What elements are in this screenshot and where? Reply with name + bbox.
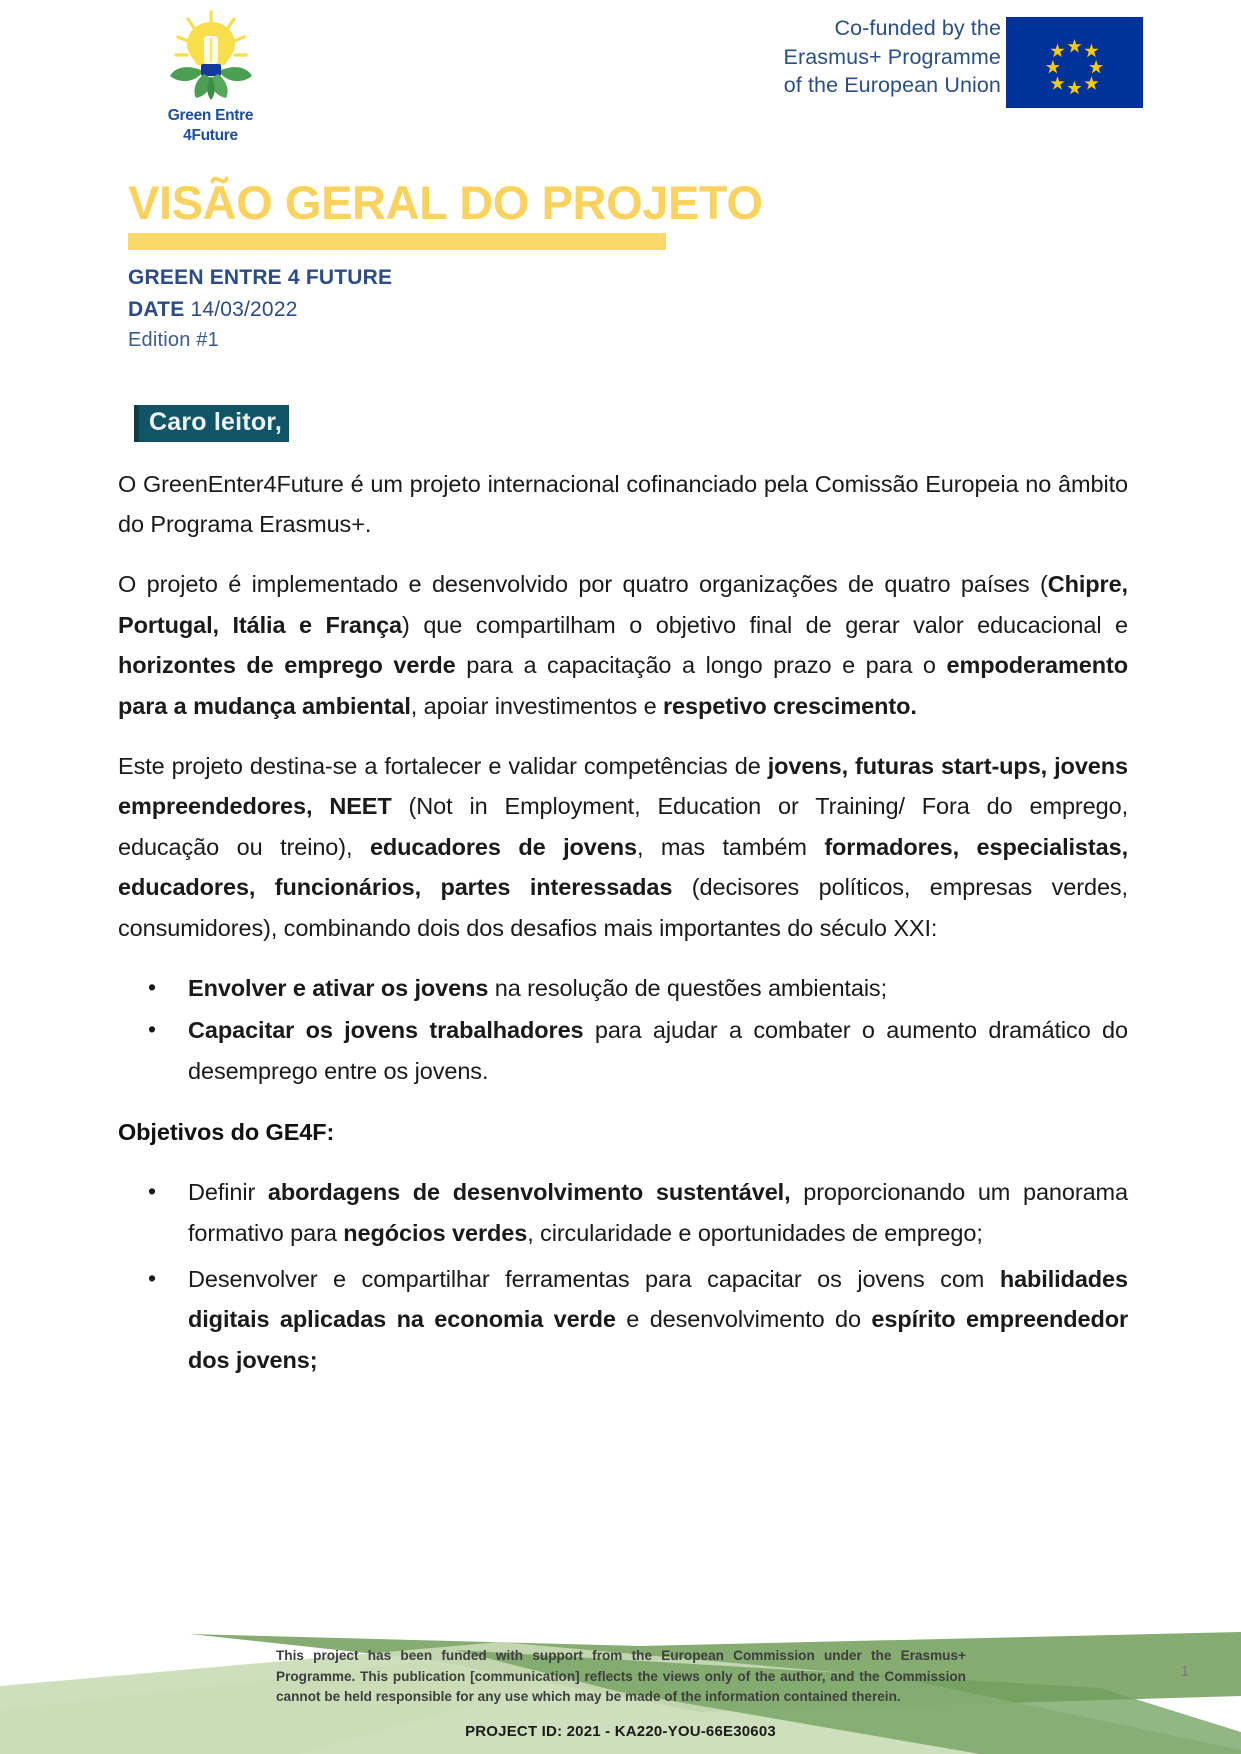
bold-run: abordagens de desenvolvimento sustentável,	[267, 1179, 791, 1206]
bold-run: Chipre, Portugal, Itália e França	[118, 571, 1128, 638]
bold-run: horizontes de emprego verde	[118, 652, 456, 679]
bold-run: habilidades digitais aplicadas na economia verde	[188, 1266, 1128, 1333]
erasmus-line-2: Erasmus+ Programme	[783, 44, 1001, 69]
meta-edition: Edition #1	[128, 329, 219, 351]
bold-run: espírito empreendedor dos jovens;	[188, 1306, 1128, 1373]
bold-run: negócios verdes	[343, 1219, 528, 1246]
paragraph-1: O GreenEnter4Future é um projeto internacional cofinanciado pela Comissão Europeia no âmbito do Programa Erasmus+.	[118, 470, 1128, 537]
text-run: ) que compartilham o objetivo final de gerar valor educacional e	[402, 611, 1128, 638]
text-run: proporcionando um panorama formativo para	[188, 1179, 1128, 1246]
page-header	[0, 0, 1241, 160]
bold-run: Envolver e ativar os jovens	[188, 974, 489, 1001]
list-item	[118, 1172, 1128, 1253]
list-item	[118, 1259, 1128, 1380]
title-block	[128, 176, 763, 250]
text-run: na resolução de questões ambientais;	[488, 974, 888, 1001]
page-title: VISÃO GERAL DO PROJETO	[128, 176, 763, 229]
erasmus-cofunding-text	[784, 14, 1001, 100]
text-run: para a capacitação a longo prazo e para o	[455, 652, 947, 679]
challenges-bullet-list	[118, 968, 1128, 1091]
page-footer	[0, 1464, 1241, 1754]
bold-run: Capacitar os jovens trabalhadores	[188, 1017, 584, 1044]
bold-run: jovens, futuras start-ups, jovens empreendedores, NEET	[118, 752, 1128, 820]
eu-flag-icon	[1006, 17, 1143, 108]
objectives-bullet-list	[118, 1172, 1128, 1380]
page-number: 1	[1180, 1663, 1189, 1680]
lightbulb-leaves-logo-icon	[156, 10, 266, 102]
meta-date	[128, 294, 728, 326]
document-body	[118, 405, 1128, 1398]
text-run: (Not in Employment, Education or Training/ Fora do emprego, educação ou treino),	[118, 793, 1128, 860]
footer-disclaimer: This project has been funded with support from the European Commission under the Erasmus+ Programme. This publication [communication] reflects the views only of the author, and the Commission cannot be held responsible for any use which may be made of the information contained therein.	[276, 1648, 966, 1705]
text-run: e desenvolvimento do	[615, 1306, 872, 1333]
text-run: O projeto é implementado e desenvolvido por quatro organizações de quatro países (	[118, 571, 1048, 598]
salutation-wrapper	[134, 405, 1128, 442]
paragraph-3	[118, 746, 1128, 948]
text-run: para ajudar a combater o aumento dramático do desemprego entre os jovens.	[188, 1017, 1128, 1084]
logo-line-1: Green Entre	[167, 107, 254, 124]
text-run: Desenvolver e compartilhar ferramentas para capacitar os jovens com	[188, 1266, 1000, 1292]
bold-run: respetivo crescimento.	[662, 692, 917, 719]
title-underline-bar	[128, 233, 666, 250]
text-run: Este projeto destina-se a fortalecer e validar competências de	[118, 752, 768, 779]
meta-date-label: DATE	[128, 297, 185, 321]
objectives-heading: Objetivos do GE4F:	[118, 1119, 335, 1146]
document-meta	[128, 262, 728, 355]
text-run: , apoiar investimentos e	[410, 692, 663, 719]
bold-run: empoderamento para a mudança ambiental	[118, 652, 1128, 719]
footer-project-id: PROJECT ID: 2021 - KA220-YOU-66E30603	[465, 1723, 776, 1740]
erasmus-line-1: Co-funded by the	[834, 16, 1001, 40]
text-run: , mas também	[636, 833, 825, 860]
meta-date-value: 14/03/2022	[190, 297, 298, 321]
project-logo	[128, 10, 293, 146]
bold-run: formadores, especialistas, educadores, funcionários, partes interessadas	[118, 833, 1128, 901]
bold-run: educadores de jovens	[369, 833, 637, 860]
meta-organisation: GREEN ENTRE 4 FUTURE	[128, 266, 393, 289]
footer-decoration	[0, 1464, 1241, 1754]
logo-line-2: 4Future	[183, 126, 238, 144]
logo-text	[128, 106, 293, 146]
paragraph-2	[118, 564, 1128, 726]
list-item	[118, 1010, 1128, 1091]
salutation-highlight: Caro leitor,	[134, 405, 289, 442]
erasmus-line-3: of the European Union	[783, 73, 1001, 98]
text-run: Definir	[188, 1179, 268, 1206]
list-item	[118, 968, 1128, 1008]
text-run: , circularidade e oportunidades de emprego;	[527, 1219, 983, 1246]
text-run: (decisores políticos, empresas verdes, consumidores), combinando dois dos desafios mais importantes do século XXI:	[118, 874, 1128, 941]
